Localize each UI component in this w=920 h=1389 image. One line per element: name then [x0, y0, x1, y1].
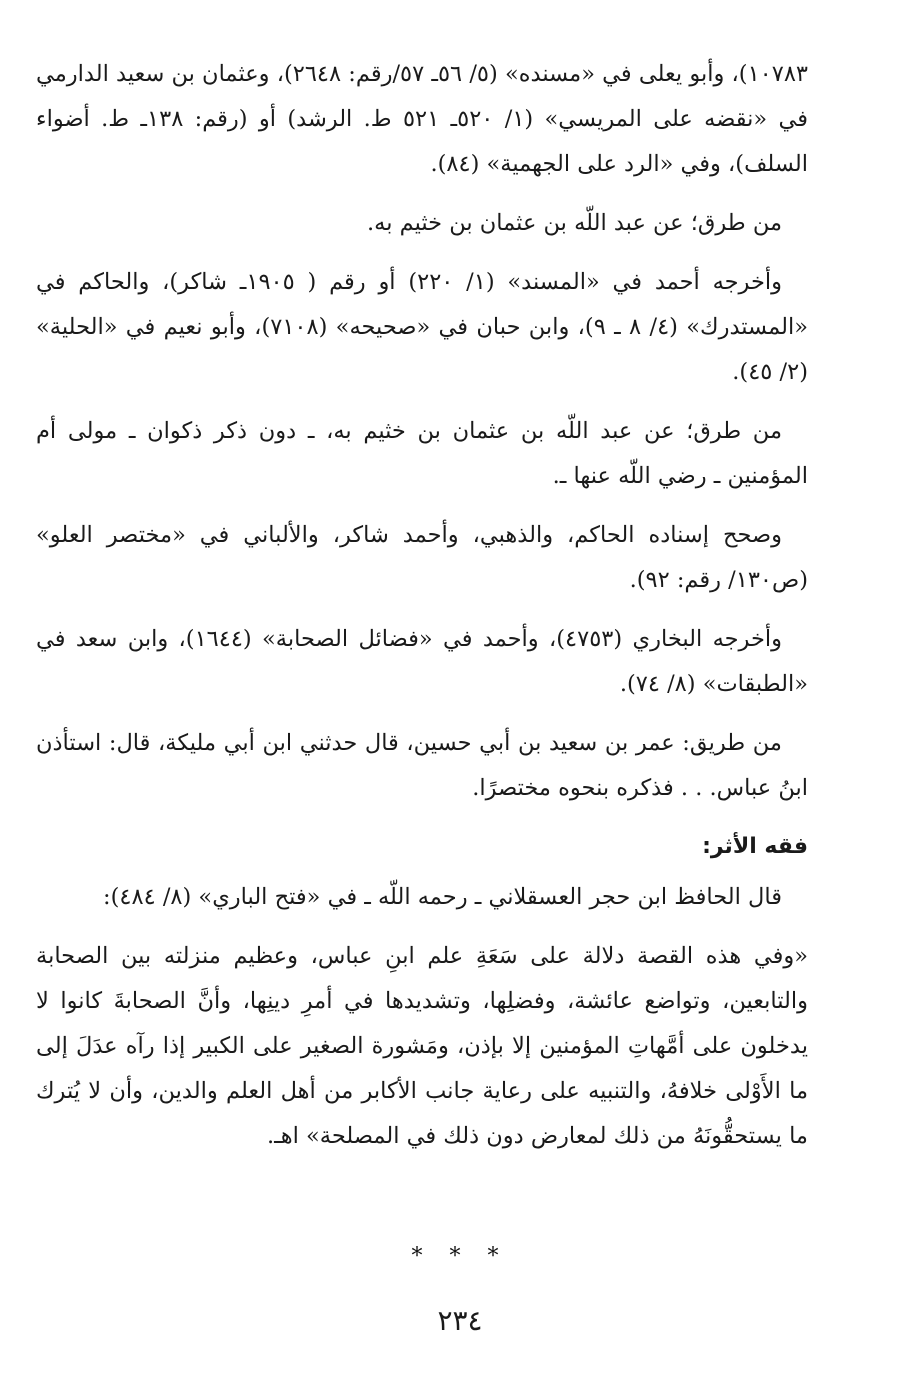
paragraph-citations-3: وأخرجه البخاري (٤٧٥٣)، وأحمد في «فضائل الصحابة» (١٦٤٤)، وابن سعد في «الطبقات» (٨/ ٧٤). [36, 626, 808, 697]
page-body [36, 52, 808, 1159]
paragraph-citations-2: وأخرجه أحمد في «المسند» (١/ ٢٢٠) أو رقم ( ١٩٠٥ـ شاكر)، والحاكم في «المستدرك» (٤/ ٨ ـ ٩)، وابن حبان في «صحيحه» (٧١٠٨)، وأبو نعيم في «الحلية» (٢/ ٤٥). [36, 269, 808, 385]
paragraph-authentication: وصحح إسناده الحاكم، والذهبي، وأحمد شاكر، والألباني في «مختصر العلو» (ص١٣٠/ رقم: ٩٢). [36, 522, 808, 593]
section-heading: فقه الأثر: [702, 834, 808, 859]
section-quote: «وفي هذه القصة دلالة على سَعَةِ علم ابنِ عباس، وعظيم منزلته بين الصحابة والتابعين، وتواضع عائشة، وفضلِها، وتشديدها في أمرِ دينِها، وأنَّ الصحابةَ كانوا لا يدخلون على أمَّهاتِ المؤمنين إلا بإذن، ومَشورة الصغير على الكبير إذا رآه عدَلَ إلى ما الأَوْلى خلافهُ، والتنبيه على رعاية جانب الأكابر من أهل العلم والدين، وأن لا يُترك ما يستحقُّونَهُ من ذلك لمعارض دون ذلك في المصلحة» اهـ. [36, 943, 808, 1149]
paragraph-citations-1: ١٠٧٨٣)، وأبو يعلى في «مسنده» (٥/ ٥٦ـ ٥٧/رقم: ٢٦٤٨)، وعثمان بن سعيد الدارمي في «نقضه على المريسي» (١/ ٥٢٠ـ ٥٢١ ط. الرشد) أو (رقم: ١٣٨ـ ط. أضواء السلف)، وفي «الرد على الجهمية» (٨٤). [36, 61, 808, 177]
section-intro: قال الحافظ ابن حجر العسقلاني ـ رحمه اللّه ـ في «فتح الباري» (٨/ ٤٨٤): [103, 884, 782, 910]
section-separator: * * * [411, 1244, 509, 1269]
page-number: ٢٣٤ [437, 1304, 483, 1337]
paragraph-chain-2: من طرق؛ عن عبد اللّه بن عثمان بن خثيم به، ـ دون ذكر ذكوان ـ مولى أم المؤمنين ـ رضي اللّه عنها ـ. [36, 418, 808, 489]
paragraph-chain-1: من طرق؛ عن عبد اللّه بن عثمان بن خثيم به. [367, 210, 782, 236]
paragraph-chain-3: من طريق: عمر بن سعيد بن أبي حسين، قال حدثني ابن أبي مليكة، قال: استأذن ابنُ عباس. . . فذكره بنحوه مختصرًا. [36, 730, 808, 801]
